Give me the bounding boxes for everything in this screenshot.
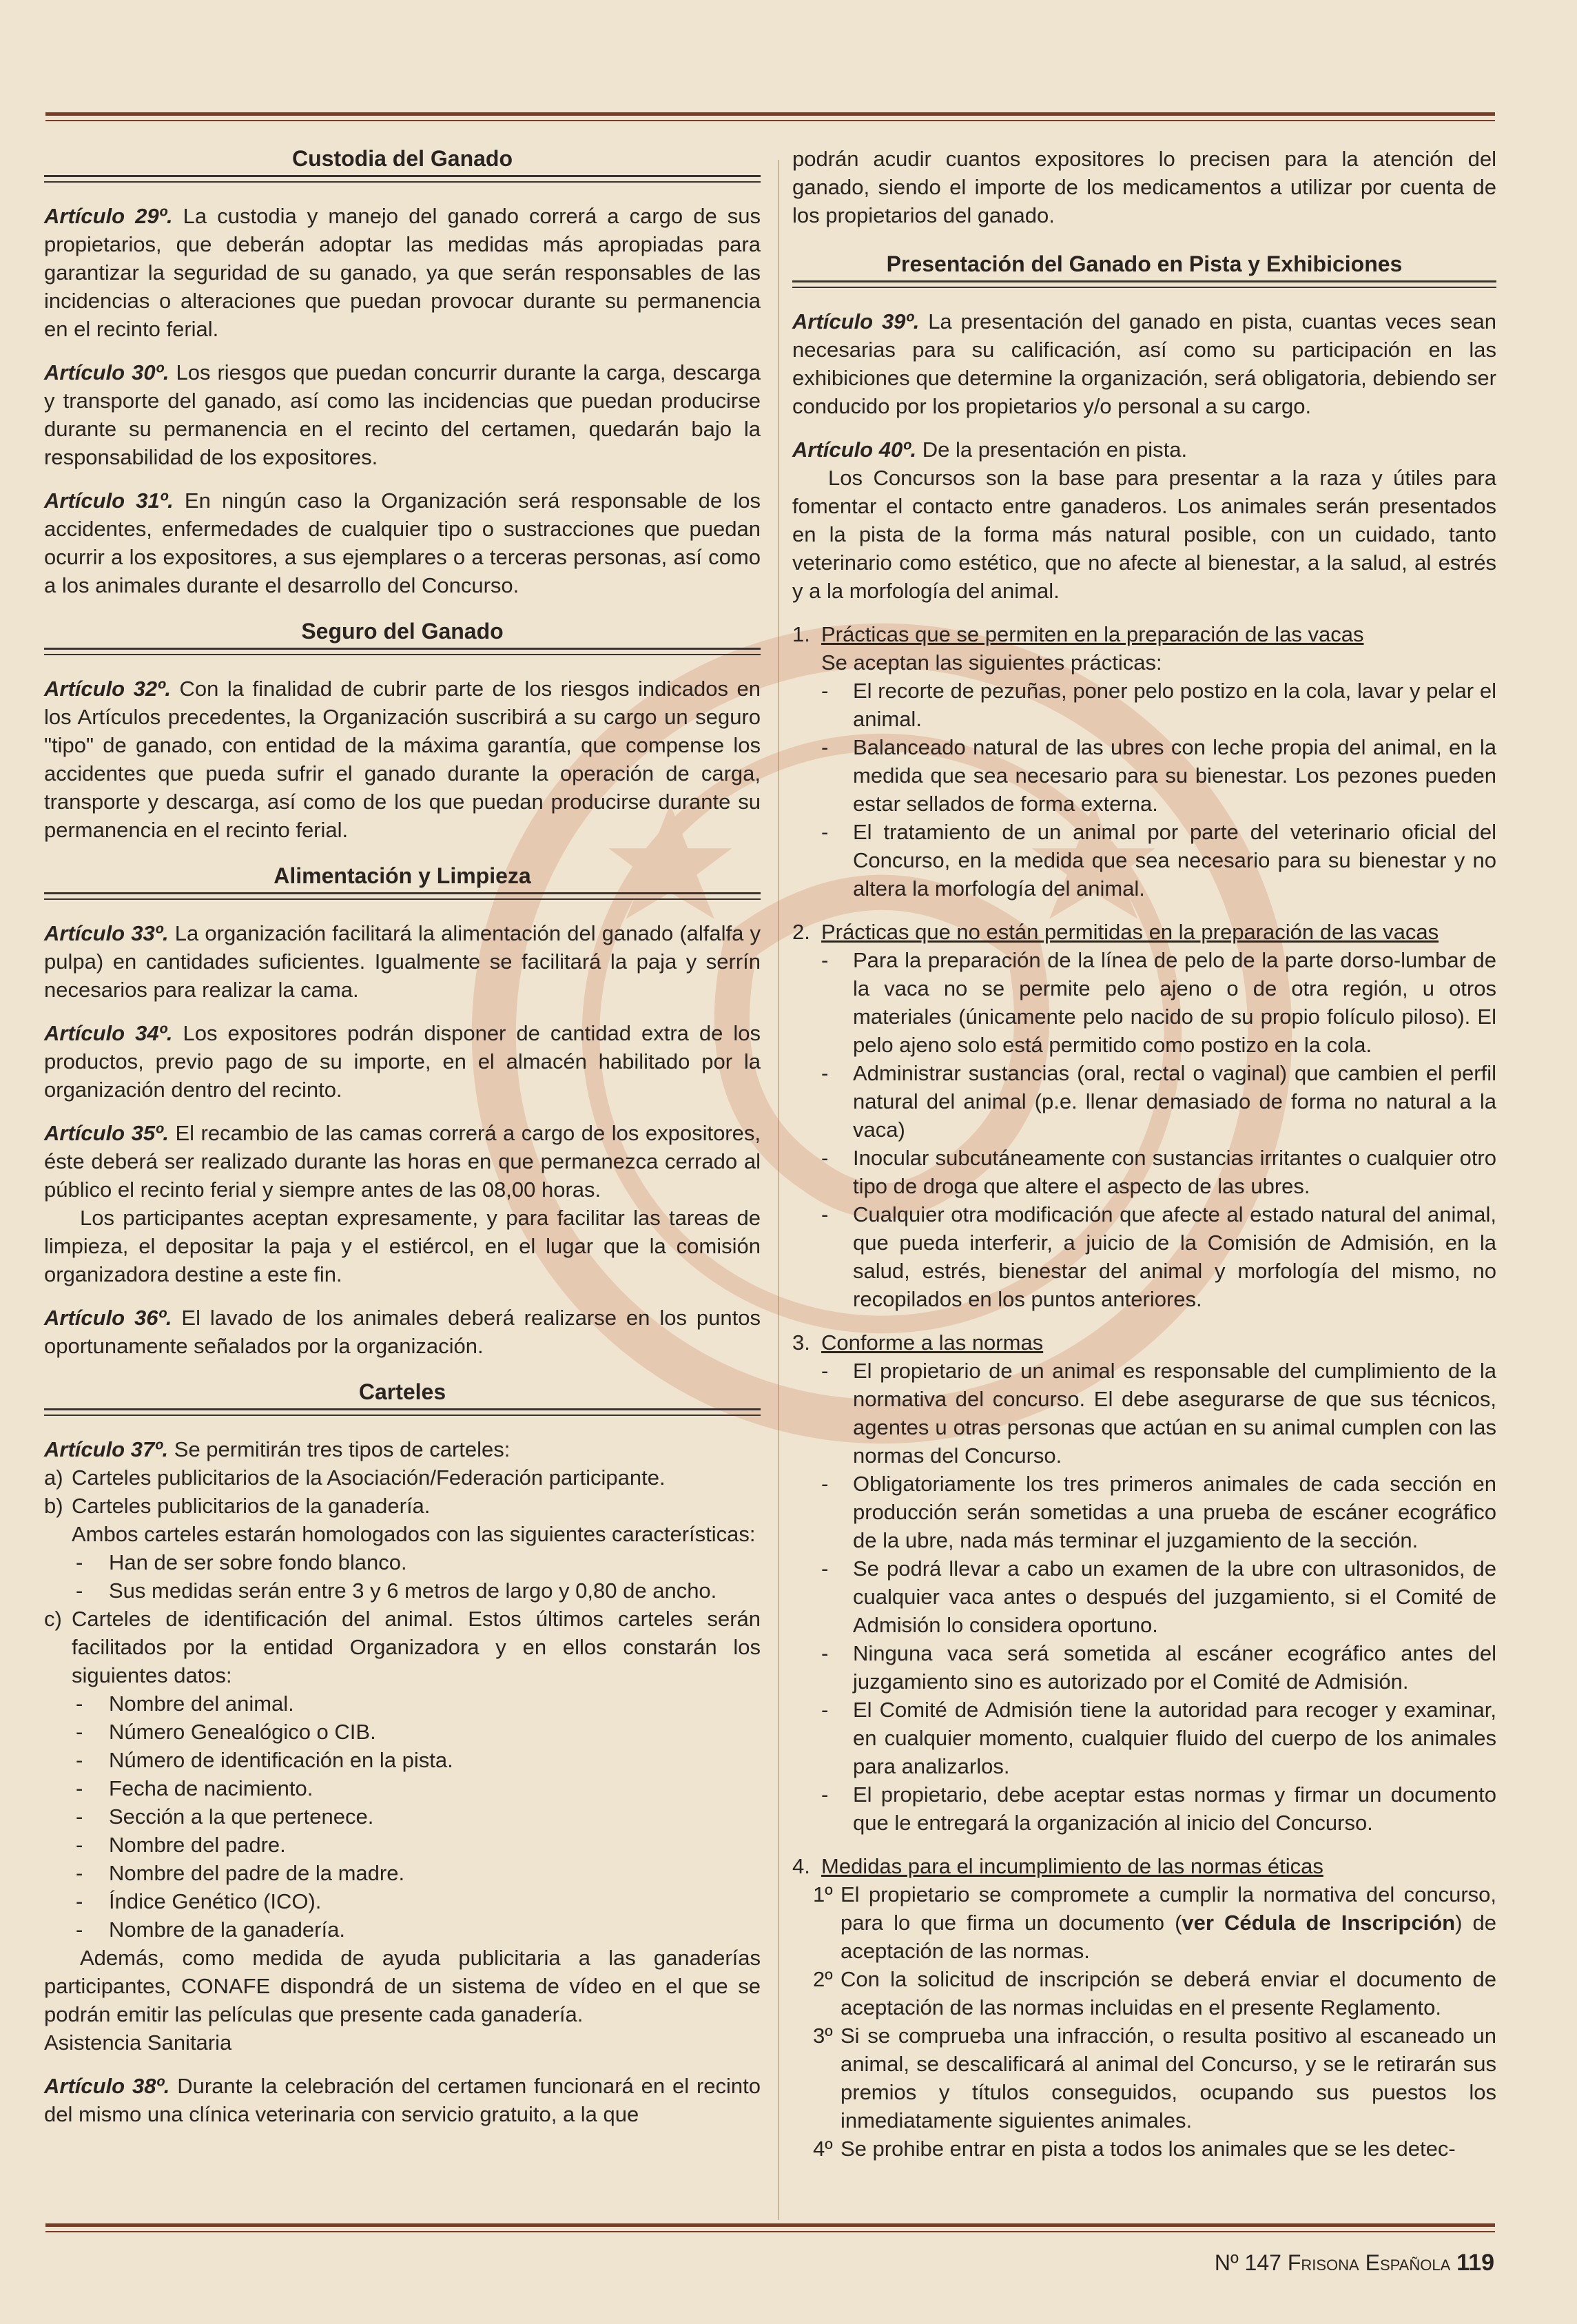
list-item: 1º El propietario se compromete a cumplir la normativa del concurso, para lo que firma un documento (ver Cédula de Inscripción) de aceptación de las normas. <box>813 1882 1496 1963</box>
list-item: - Nombre del animal. <box>76 1691 294 1716</box>
list-item: - Se podrá llevar a cabo un examen de la ubre con ultrasonidos, de cualquier vaca antes o después del juzgamiento, si el Comité de Admisión lo considera oportuno. <box>821 1556 1496 1637</box>
list-item: - El Comité de Admisión tiene la autoridad para recoger y examinar, en cualquier momento, cualquier fluido del cuerpo de los animales para analizarlos. <box>821 1698 1496 1778</box>
bottom-rule <box>45 2223 1495 2227</box>
list-item: - Índice Genético (ICO). <box>76 1889 322 1913</box>
section-heading-alimentacion: Alimentación y Limpieza <box>44 862 761 900</box>
list-item: 3º Si se comprueba una infracción, o resulta positivo al escaneado un animal, se descalificará al animal del Concurso, y se le retirarán sus premios y títulos conseguidos, ocupando sus puestos los inmediatamente siguientes animales. <box>813 2024 1496 2132</box>
list-item: - Administrar sustancias (oral, rectal o vaginal) que cambien el perfil natural del animal (p.e. llenar demasiado de forma no natural a la vaca) <box>821 1061 1496 1142</box>
section-heading-carteles: Carteles <box>44 1378 761 1416</box>
article-29: Artículo 29º. La custodia y manejo del ganado correrá a cargo de sus propietarios, que deberán adoptar las medidas más apropiadas para garantizar la seguridad de su ganado, ya que serán responsables de las incidencias o alteraciones que puedan provocar durante su permanencia en el recinto ferial. <box>44 204 761 341</box>
list-item: - Cualquier otra modificación que afecte al estado natural del animal, que pueda interferir, a juicio de la Comisión de Admisión, en la salud, estrés, bienestar del animal y morfología del mismo, no recopilados en los puntos anteriores. <box>821 1202 1496 1311</box>
list-item: - Nombre de la ganadería. <box>76 1917 345 1942</box>
list-item: - Obligatoriamente los tres primeros animales de cada sección en producción serán sometidas a una prueba de escáner ecográfico de la ubre, nada más terminar el juzgamiento de la sección. <box>821 1472 1496 1552</box>
list-item: - El propietario, debe aceptar estas normas y firmar un documento que le entregará la organización al inicio del Concurso. <box>821 1782 1496 1835</box>
list-item: - El propietario de un animal es responsable del cumplimiento de la normativa del concurso. El debe asegurarse de que sus técnicos, agentes u otras personas que actúan en su animal cumplen con las normas del Concurso. <box>821 1359 1496 1468</box>
article-40: Artículo 40º. De la presentación en pista. <box>792 438 1188 462</box>
list-item: - Inocular subcutáneamente con sustancias irritantes o cualquier otro tipo de droga que altere el aspecto de las ubres. <box>821 1146 1496 1198</box>
asistencia-sanitaria-label: Asistencia Sanitaria <box>44 2030 232 2055</box>
article-33: Artículo 33º. La organización facilitará la alimentación del ganado (alfalfa y pulpa) en cantidades suficientes. Igualmente se facilitará la paja y serrín necesarios para realizar la cama. <box>44 921 761 1002</box>
list-item: - Nombre del padre. <box>76 1833 286 1857</box>
issue-number: Nº 147 <box>1214 2250 1281 2275</box>
cartel-data-list <box>44 1689 761 1944</box>
list-item: - Número Genealógico o CIB. <box>76 1720 376 1744</box>
article-38: Artículo 38º. Durante la celebración del certamen funcionará en el recinto del mismo una clínica veterinaria con servicio gratuito, a la que <box>44 2074 761 2126</box>
column-divider <box>778 160 779 2220</box>
page-footer <box>1215 2248 1494 2278</box>
subsection-3-title: 3. Conforme a las normas <box>792 1330 1044 1355</box>
top-rule-thin <box>45 120 1495 121</box>
article-39: Artículo 39º. La presentación del ganado en pista, cuantas veces sean necesarias para su calificación, así como su participación en las exhibiciones que determine la organización, será obligatoria, debiendo ser conducido por los propietarios y/o personal a su cargo. <box>792 309 1496 418</box>
list-item: - Fecha de nacimiento. <box>76 1776 313 1800</box>
subsection-1-title: 1. Prácticas que se permiten en la preparación de las vacas <box>792 622 1364 646</box>
bottom-rule-thin <box>45 2231 1495 2232</box>
article-31: Artículo 31º. En ningún caso la Organización será responsable de los accidentes, enfermedades de cualquier tipo o sustracciones que puedan ocurrir a los expositores, a sus ejemplares o a terceras personas, así como a los animales durante el desarrollo del Concurso. <box>44 489 761 597</box>
article-38-continued: podrán acudir cuantos expositores lo precisen para la atención del ganado, siendo el importe de los medicamentos a utilizar por cuenta de los propietarios del ganado. <box>792 147 1496 227</box>
article-40-paragraph-2: Los Concursos son la base para presentar a la raza y útiles para fomentar el contacto entre ganaderos. Los animales serán presentados en la pista de la forma más natural posible, con un cuidado, tanto veterinario como estético, que no afecte al bienestar, a la salud, al estrés y a la morfología del animal. <box>792 466 1496 603</box>
article-32: Artículo 32º. Con la finalidad de cubrir parte de los riesgos indicados en los Artículos precedentes, la Organización suscribirá a su cargo un seguro "tipo" de ganado, con entidad de la máxima garantía, que compense los accidentes que pueda sufrir el ganado durante la operación de carga, transporte y descarga, así como de los que puedan producirse durante su permanencia en el recinto ferial. <box>44 677 761 842</box>
list-item: 2º Con la solicitud de inscripción se deberá enviar el documento de aceptación de las normas incluidas en el presente Reglamento. <box>813 1967 1496 2019</box>
article-37: Artículo 37º. Se permitirán tres tipos de carteles: <box>44 1437 511 1461</box>
list-item-c: c) Carteles de identificación del animal. Estos últimos carteles serán facilitados por la entidad Organizadora y en ellos constarán los siguientes datos: <box>44 1607 761 1687</box>
page-number: 119 <box>1456 2250 1494 2276</box>
list-item: - Para la preparación de la línea de pelo de la parte dorso-lumbar de la vaca no se permite pelo ajeno o de otra región, u otros materiales (únicamente pelo nacido de su propio folículo piloso). El pelo ajeno solo está permitido como postizo en la cola. <box>821 948 1496 1057</box>
subsection-4-title: 4. Medidas para el incumplimiento de las normas éticas <box>792 1854 1323 1878</box>
article-35: Artículo 35º. El recambio de las camas correrá a cargo de los expositores, éste deberá ser realizado durante las horas en que permanezca cerrado al público el recinto ferial y siempre antes de las 08,00 horas. <box>44 1121 761 1202</box>
list-item: - Nombre del padre de la madre. <box>76 1861 405 1885</box>
section-heading-seguro: Seguro del Ganado <box>44 617 761 655</box>
carteles-video-note: Además, como medida de ayuda publicitaria a las ganaderías participantes, CONAFE dispondrá de un sistema de vídeo en el que se podrán emitir las películas que presente cada ganadería. <box>44 1946 761 2026</box>
list-item: - Han de ser sobre fondo blanco. <box>76 1550 407 1574</box>
section-heading-custodia: Custodia del Ganado <box>44 145 761 183</box>
list-item: - Ninguna vaca será sometida al escáner ecográfico antes del juzgamiento sino es autorizado por el Comité de Admisión. <box>821 1641 1496 1694</box>
subsection-1-intro: Se aceptan las siguientes prácticas: <box>821 650 1162 675</box>
left-column <box>44 145 761 2143</box>
list-item: - Sus medidas serán entre 3 y 6 metros de largo y 0,80 de ancho. <box>76 1579 717 1603</box>
list-item: - Balanceado natural de las ubres con leche propia del animal, en la medida que sea necesario para su bienestar. Los pezones pueden estar sellados de forma externa. <box>821 735 1496 816</box>
top-rule <box>45 112 1495 116</box>
list-item: 4º Se prohibe entrar en pista a todos los animales que se les detec- <box>813 2137 1456 2161</box>
subsection-2-title: 2. Prácticas que no están permitidas en la preparación de las vacas <box>792 920 1439 944</box>
list-item: - El tratamiento de un animal por parte del veterinario oficial del Concurso, en la medida que sea necesario para su bienestar y no altera la morfología del animal. <box>821 820 1496 901</box>
list-item: - Sección a la que pertenece. <box>76 1804 374 1829</box>
article-34: Artículo 34º. Los expositores podrán disponer de cantidad extra de los productos, previo pago de su importe, en el almacén habilitado por la organización dentro del recinto. <box>44 1021 761 1102</box>
list-item-a: a) Carteles publicitarios de la Asociación/Federación participante. <box>44 1466 666 1490</box>
list-item: - Número de identificación en la pista. <box>76 1748 453 1772</box>
list-item-b: b) Carteles publicitarios de la ganadería. <box>44 1494 431 1518</box>
article-36: Artículo 36º. El lavado de los animales deberá realizarse en los puntos oportunamente señalados por la organización. <box>44 1306 761 1358</box>
right-column <box>792 145 1496 2163</box>
list-item: - El recorte de pezuñas, poner pelo postizo en la cola, lavar y pelar el animal. <box>821 679 1496 731</box>
article-30: Artículo 30º. Los riesgos que puedan concurrir durante la carga, descarga y transporte del ganado, así como las incidencias que puedan producirse durante su permanencia en el recinto del certamen, quedarán bajo la responsabilidad de los expositores. <box>44 360 761 469</box>
article-35-paragraph-2: Los participantes aceptan expresamente, y para facilitar las tareas de limpieza, el depositar la paja y el estiércol, en el lugar que la comisión organizadora destine a este fin. <box>44 1206 761 1286</box>
section-heading-presentacion: Presentación del Ganado en Pista y Exhibiciones <box>792 250 1496 288</box>
magazine-name: Frisona Española <box>1287 2250 1451 2275</box>
list-item-b-note: Ambos carteles estarán homologados con las siguientes características: <box>72 1522 756 1546</box>
